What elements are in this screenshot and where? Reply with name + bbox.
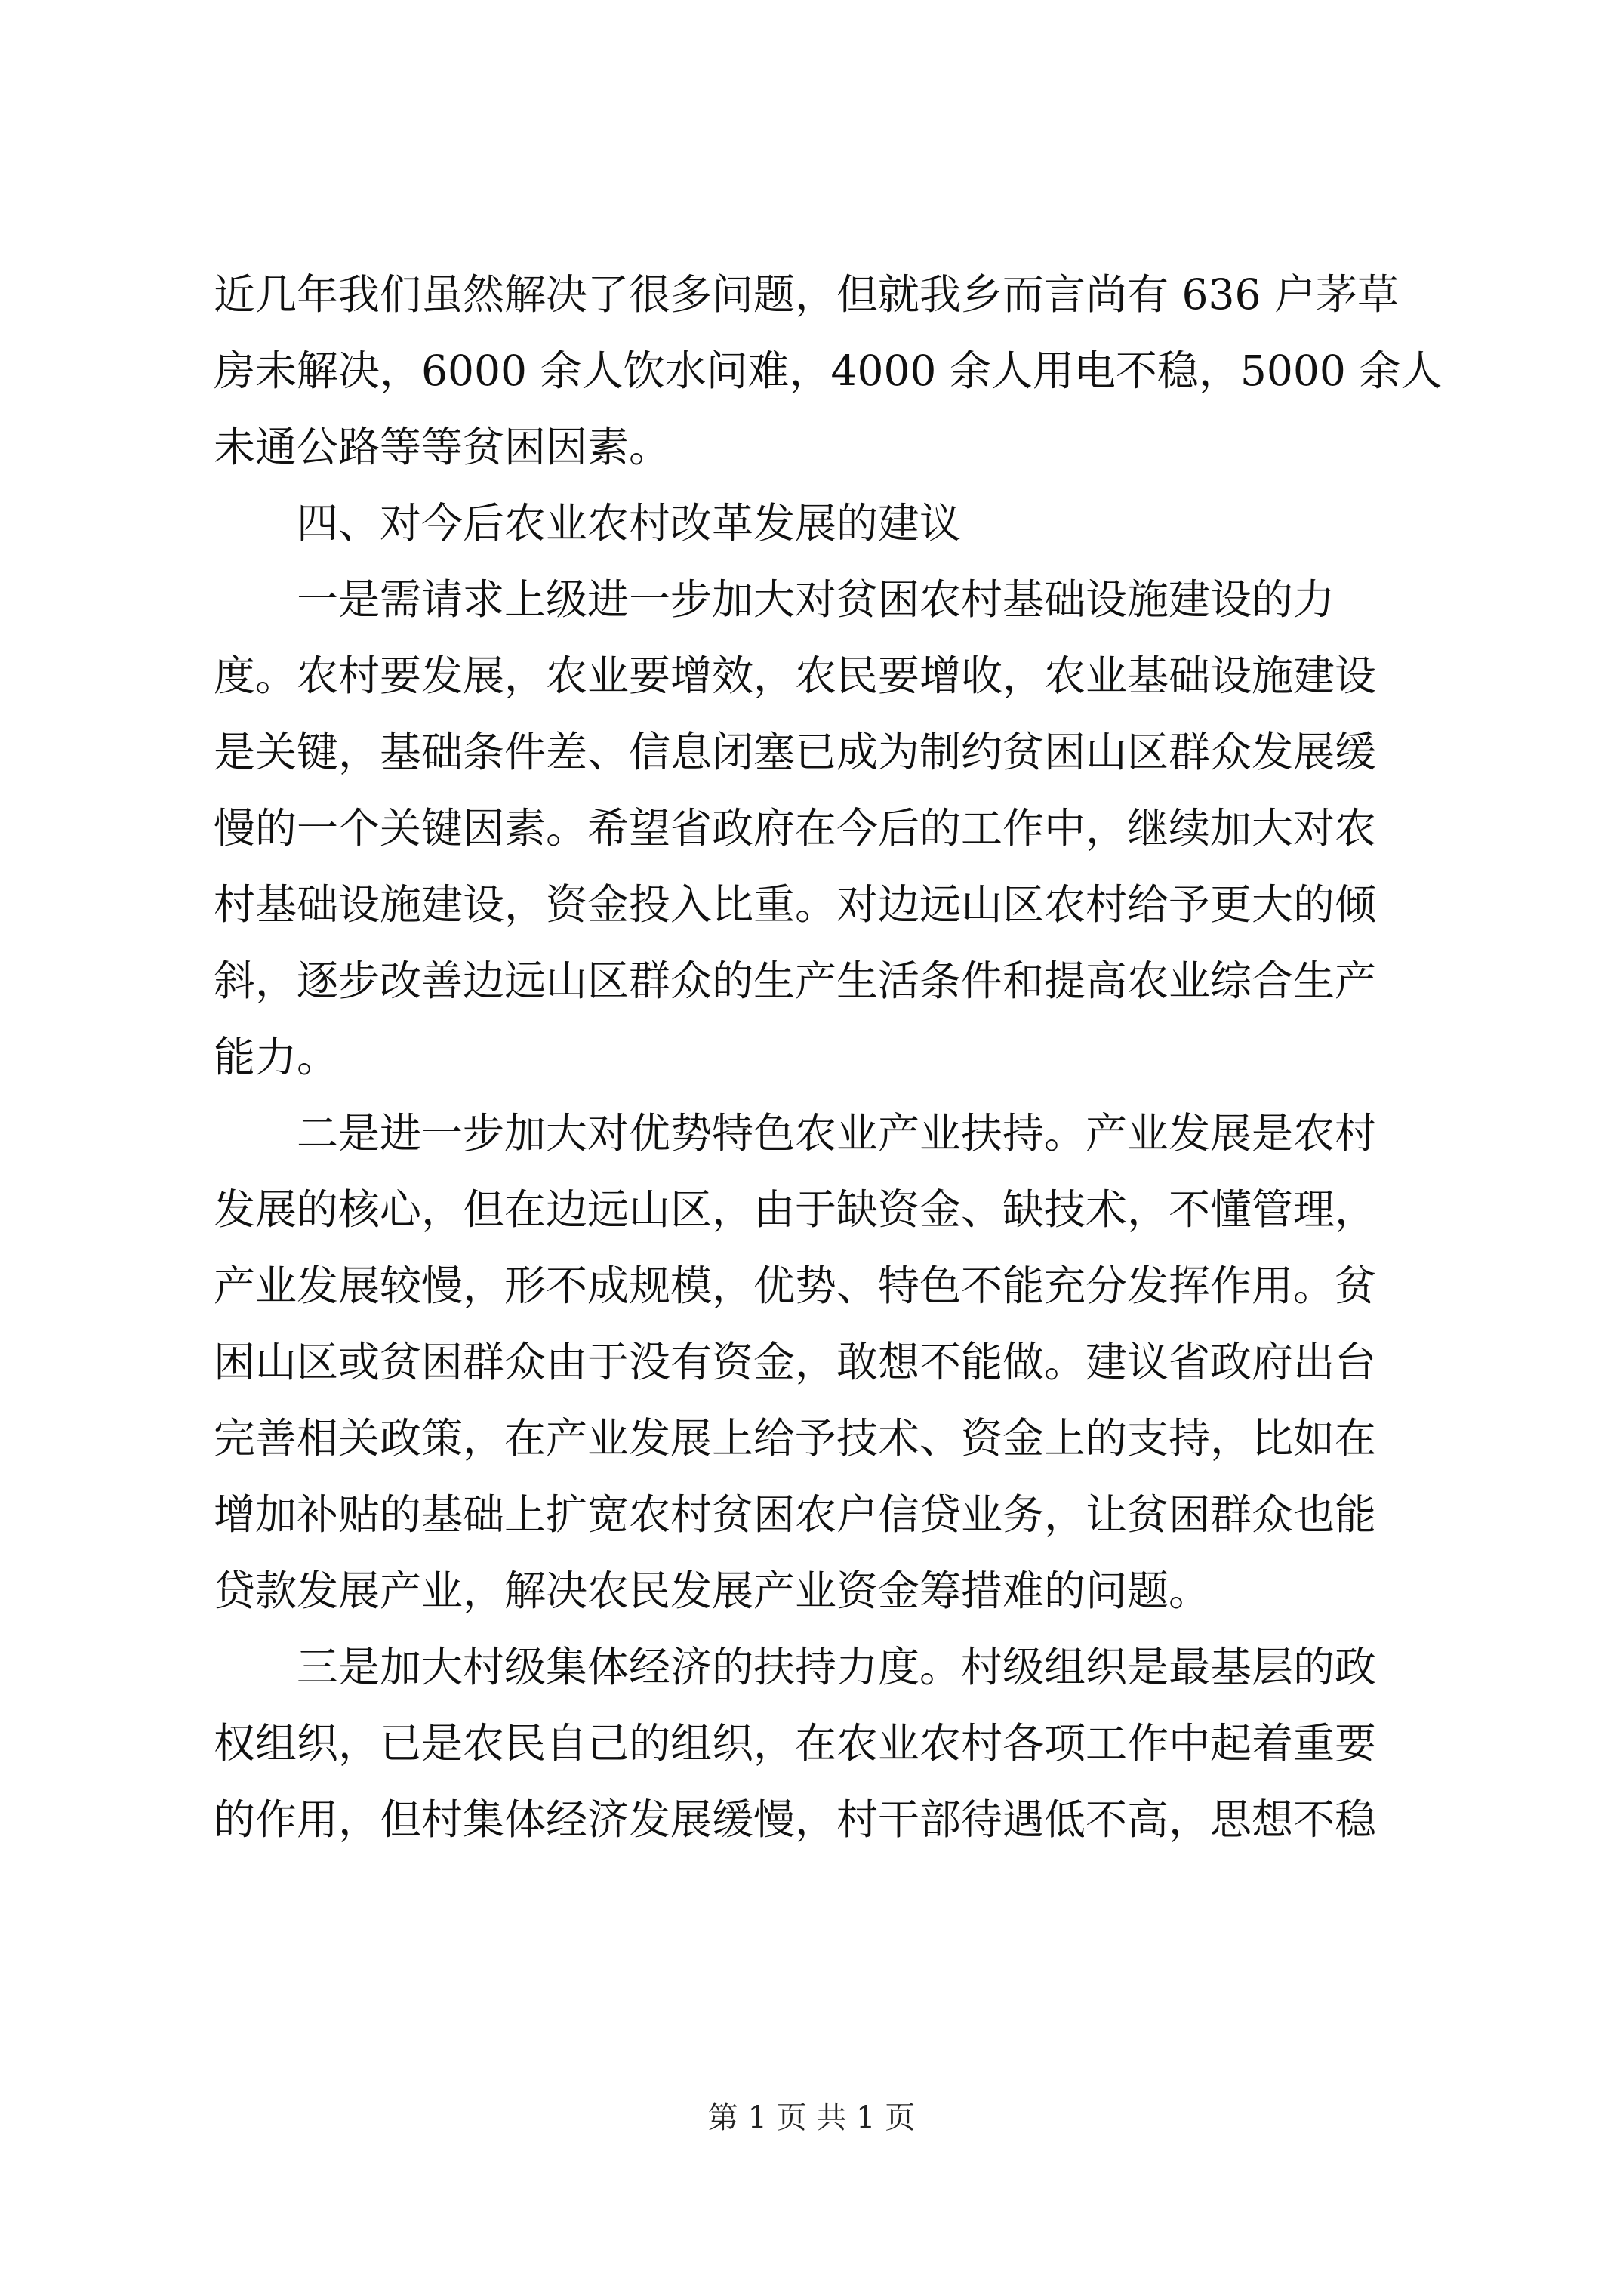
text-line: 慢的一个关键因素。希望省政府在今后的工作中，继续加大对农 — [214, 804, 1377, 852]
text-line: 困山区或贫困群众由于没有资金，敢想不能做。建议省政府出台 — [214, 1338, 1377, 1386]
text-line: 房未解决，6000 余人饮水问难，4000 余人用电不稳，5000 余人 — [214, 347, 1443, 395]
text-line: 村基础设施建设，资金投入比重。对边远山区农村给予更大的倾 — [214, 880, 1377, 929]
text-line: 产业发展较慢，形不成规模，优势、特色不能充分发挥作用。贫 — [214, 1262, 1377, 1310]
paragraph-first-line: 三是加大村级集体经济的扶持力度。村级组织是最基层的政 — [297, 1643, 1377, 1691]
text-line: 斜，逐步改善边远山区群众的生产生活条件和提高农业综合生产 — [214, 957, 1377, 1005]
text-line: 权组织，已是农民自己的组织，在农业农村各项工作中起着重要 — [214, 1719, 1377, 1767]
text-line: 能力。 — [214, 1033, 339, 1081]
text-line: 发展的核心，但在边远山区，由于缺资金、缺技术，不懂管理， — [214, 1185, 1377, 1234]
text-line: 近几年我们虽然解决了很多问题，但就我乡而言尚有 636 户茅草 — [214, 270, 1399, 319]
paragraph-first-line: 一是需请求上级进一步加大对贫困农村基础设施建设的力 — [297, 575, 1335, 624]
section-heading: 四、对今后农业农村改革发展的建议 — [297, 499, 962, 547]
page-number-footer: 第 1 页 共 1 页 — [707, 2100, 916, 2135]
text-line: 增加补贴的基础上扩宽农村贫困农户信贷业务，让贫困群众也能 — [214, 1490, 1377, 1539]
text-line: 度。农村要发展，农业要增效，农民要增收，农业基础设施建设 — [214, 652, 1377, 700]
text-line: 未通公路等等贫困因素。 — [214, 423, 671, 471]
text-line: 完善相关政策，在产业发展上给予技术、资金上的支持，比如在 — [214, 1414, 1377, 1462]
text-line: 贷款发展产业，解决农民发展产业资金筹措难的问题。 — [214, 1567, 1211, 1615]
paragraph-first-line: 二是进一步加大对优势特色农业产业扶持。产业发展是农村 — [297, 1109, 1377, 1157]
text-line: 是关键，基础条件差、信息闭塞已成为制约贫困山区群众发展缓 — [214, 728, 1377, 776]
text-line: 的作用，但村集体经济发展缓慢，村干部待遇低不高，思想不稳 — [214, 1795, 1377, 1844]
